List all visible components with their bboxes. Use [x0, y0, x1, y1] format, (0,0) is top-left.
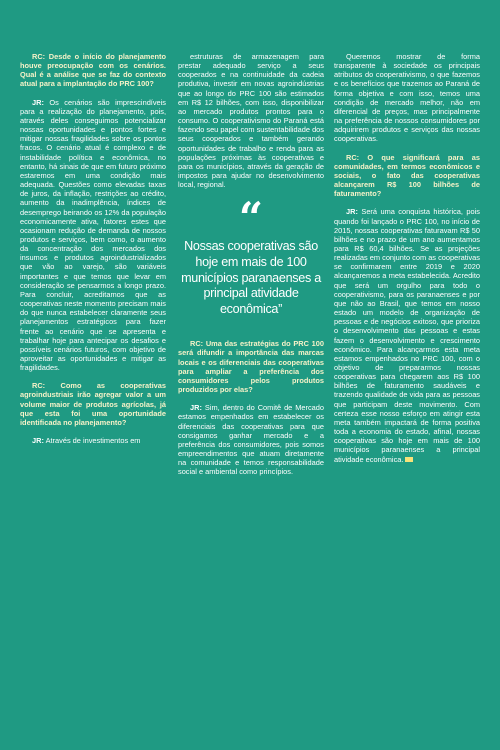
speaker-label: RC: [32, 52, 46, 61]
column-3 [334, 52, 480, 473]
speaker-label: JR: [32, 436, 44, 446]
paragraph-text: Desde o início do planejamento houve preocupação com os cenários. Qual é a análise que se faz do contexto atual para a implantação do PRC 100? [20, 52, 166, 89]
pull-quote [178, 193, 324, 317]
quote-mark-icon: “ [238, 193, 264, 243]
paragraph-text: Queremos mostrar de forma transparente à sociedade os principais atributos do cooperativismo, o que fazemos e os benefícios que trazemos ao Paraná de forma objetiva e com isso, temos uma condição de mercado melhor, não em diferencial de preços, mas principalmente na preferência de nossos consumidores por adquirirem produtos e serviços das nossas cooperativas. [334, 52, 480, 144]
speaker-label: RC: [190, 339, 204, 349]
paragraph-text: Será uma conquista histórica, pois quando foi lançado o PRC 100, no início de 2015, nossas cooperativas faturavam R$ 50 bilhões e no prazo de um ano aumentamos para R$ 60,4 bilhões. Se as projeções realizadas em conjunto com as cooperativas se confirmarem entre 2019 e 2020 alcançaremos a meta estabelecida. Acredito que será um orgulho para todo o cooperativismo, para os paranaenses e por que não ao Brasil, que temos em nosso estado um modelo de organização de pessoas e de negócios exitoso, que prioriza o desenvolvimento das pessoas e estas fazem o desenvolvimento e crescimento econômico. Para alcançarmos esta meta estamos empenhados no PRC 100, com o objetivo de prepararmos nossas cooperativas para chegarem aos R$ 100 bilhões de faturamento saudáveis e trazendo qualidade de vida para as pessoas que participam deste movimento. Com certeza esse nosso esforço em atingir esta meta também impactará de forma positiva toda a economia do estado, afinal, nossas cooperativas são hoje em mais de 100 municípios paranaenses a principal atividade econômica. [334, 207, 480, 464]
paragraph-text: Os cenários são imprescindíveis para a realização do planejamento, pois, através deles conseguimos potencializar nossas oportunidades e pontos fortes e mitigar nossas fragilidades sobre os pontos fracos. O cenário atual é complexo e de instabilidade política e econômica, no entanto, há sinais de que em futuro próximo estaremos em uma condição mais adequada. Questões como elevadas taxas de juros, da inflação, restrições ao crédito, aumento da inadimplência, índices de desemprego beirando os 12% da população economicamente ativa, fatores estes que ocasionam redução de demanda de nossos produtos e serviços, bem como, o aumento da concentração dos mercados dos insumos e produtos agroindustrializados que vão ao varejo, são variáveis importantes e que temos que levar em consideração se pensarmos a longo prazo. Para concluir, acreditamos que as cooperativas neste momento precisam mais do que nunca estabelecer claramente seus planejamentos estratégicos para fazer frente ao cenário que se apresenta e trabalhar hoje para antecipar os desafios e possíveis cenários futuros, com objetivo de aproveitar as oportunidades e mitigar as fragilidades. [20, 97, 166, 373]
column-2-bottom [178, 339, 324, 476]
paragraph-text: Como as cooperativas agroindustriais irão agregar valor a um volume maior de produtos agrícolas, já que esta foi uma oportunidade identificada no planejamento? [20, 381, 166, 427]
paragraph-text: O que significará para as comunidades, em termos econômicos e sociais, o fato das cooperativas alcançarem R$ 100 bilhões de faturamento? [334, 152, 480, 199]
interview-question [20, 381, 166, 427]
speaker-label: RC: [346, 152, 360, 162]
pull-quote-text: Nossas cooperativas são hoje em mais de 100 municípios paranaenses a principal atividade econômica” [181, 239, 321, 316]
speaker-label: JR: [32, 97, 44, 107]
interview-question [178, 339, 324, 394]
end-of-article-icon [405, 457, 413, 462]
paragraph-text: Uma das estratégias do PRC 100 será difundir a importância das marcas locais e os diferenciais das cooperativas para ampliar a preferência dos consumidores pelos produtos produzidos por elas? [178, 339, 324, 395]
speaker-label: JR: [346, 207, 358, 217]
paragraph-text: Através de investimentos em [45, 436, 141, 446]
interview-answer [20, 98, 166, 373]
interview-question [20, 52, 166, 89]
paragraph-text: Sim, dentro do Comitê de Mercado estamos empenhados em estabelecer os diferenciais das cooperativas para que consigamos ganhar mercado e a preferência dos consumidores, pois somos empreendimentos que atuam diretamente na comunidade e temos responsabilidade social e ambiental como princípios. [178, 403, 325, 477]
interview-answer [20, 436, 166, 445]
column-2-top [178, 52, 324, 189]
column-1 [20, 52, 166, 454]
interview-answer [178, 403, 324, 476]
interview-question [334, 153, 480, 199]
column-2 [178, 52, 324, 486]
interview-answer [334, 52, 480, 144]
speaker-label: RC: [32, 381, 46, 391]
speaker-label: JR: [190, 403, 202, 413]
interview-answer [178, 52, 324, 189]
interview-answer [334, 207, 480, 463]
paragraph-text: estruturas de armazenagem para prestar adequado serviço a seus cooperados e na continuidade da cadeia produtiva, investir em novas agroindústrias que ao longo do PRC 100 são estimados em R$ 12 bilhões, com isso, disponibilizar ao mercado produtos prontos para o consumo. O cooperativismo do Paraná está fazendo seu papel com sustentabilidade dos seus cooperados e também gerando oportunidades de trabalho e renda para as populações próximas às cooperativas e para os municípios, através da geração de impostos para ajudar no desenvolvimento local, regional. [178, 52, 324, 190]
